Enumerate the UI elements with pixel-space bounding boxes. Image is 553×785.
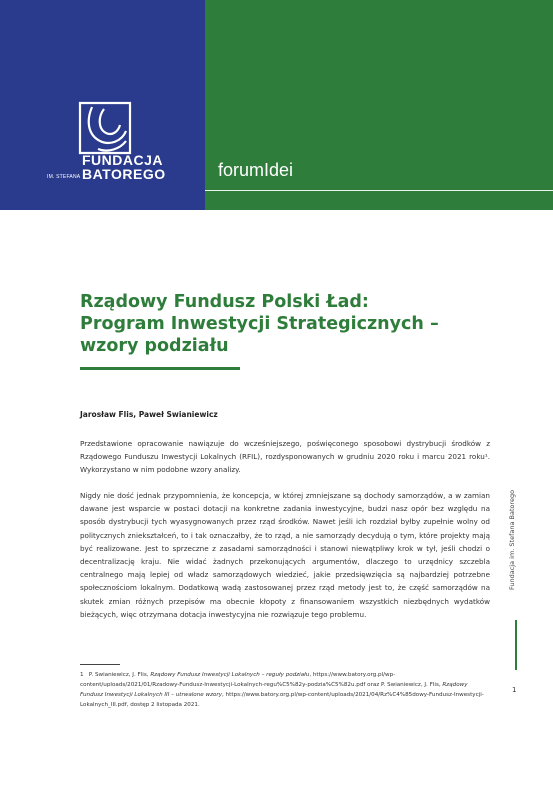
footnote-text-3: , https://www.batory.org.pl/wp-content/uploads/2021/04/Rz%C4%85dowy-Fundusz-Inwestycji-Lokalnych_III.pdf, dostęp 2 listopada 2021. <box>80 692 484 708</box>
footnote-title-1: Rządowy Fundusz Inwestycji Lokalnych – reguły podziału <box>150 672 310 678</box>
sidebar-label: Fundacja im. Stefana Batorego <box>508 489 516 590</box>
footnote <box>80 670 490 710</box>
logo-text-batorego: BATOREGO <box>82 166 166 182</box>
footnote-text-1: P. Swianiewicz, J. Flis, <box>88 672 151 678</box>
title-line-2: Program Inwestycji Strategicznych – <box>80 314 439 334</box>
title-line-3: wzory podziału <box>80 336 229 356</box>
title-underline <box>80 367 240 370</box>
paragraph-intro: Przedstawione opracowanie nawiązuje do wcześniejszego, poświęconego sposobowi dystrybucji środków z Rządowego Funduszu Inwestycji Lokalnych (RFIL), rozdysponowanych w grudniu 2020 roku i marcu 2021 roku¹. Wykorzystano w nim podobne wzory analizy. <box>80 439 490 475</box>
footnote-title-2: Rządowy Fundusz Inwestycji Lokalnych III – utrwalone wzory <box>80 682 468 698</box>
logo-text-im-stefana: IM. STEFANA <box>47 174 81 180</box>
page-title <box>80 291 480 357</box>
authors: Jarosław Flis, Paweł Swianiewicz <box>80 410 218 419</box>
paragraph-main: Nigdy nie dość jednak przypomnienia, że koncepcja, w której zmniejszane są dochody samorządów, a w zamian dawane jest wsparcie w postaci dotacji na konkretne zadania inwestycyjne, budzi nasz opór bez względu na sposób dystrybucji tych wyasygnowanych przez rząd środków. Nawet jeśli ich rozdział byłby zupełnie wolny od politycznych zniekształceń, to i tak oznaczałby, że to rząd, a nie samorządy decydują o tym, które projekty mają być realizowane. Jest to sprzeczne z zasadami samorządności i stanowi niewątpliwy krok w tył, jeśli chodzi o decentralizację kraju. Nie widać żadnych przekonujących argumentów, dlaczego to urzędnicy szczebla centralnego mają lepiej od władz samorządowych wiedzieć, jakie przedsięwzięcia są najbardziej potrzebne społecznościom lokalnym. Dodatkową wadą zastosowanej przez rząd metody jest to, że część samorządów na skutek zmian różnych przepisów ma obecnie kłopoty z finansowaniem wszystkich niezbędnych wydatków bieżących, więc otrzymana dotacja inwestycyjna nie rozwiązuje tego problemu. <box>80 491 490 619</box>
footnote-number: 1 <box>80 672 84 678</box>
batory-logo-icon <box>78 101 132 155</box>
series-label: forumIdei <box>218 160 294 180</box>
logo-text-fundacja: FUNDACJA <box>82 152 163 168</box>
title-line-1: Rządowy Fundusz Polski Ład: <box>80 292 369 312</box>
footnote-text-2: , https://www.batory.org.pl/wp-content/uploads/2021/01/Rzadowy-Fundusz-Inwestycji-Lokalnych-regu%C5%82y-podzia%C5%82u.pdf oraz P. Swianiewicz, J. Flis, <box>80 672 443 688</box>
page-number: 1 <box>512 686 517 694</box>
sidebar-accent-line <box>515 620 517 670</box>
footnote-rule <box>80 664 120 665</box>
header-divider-line <box>205 190 553 191</box>
